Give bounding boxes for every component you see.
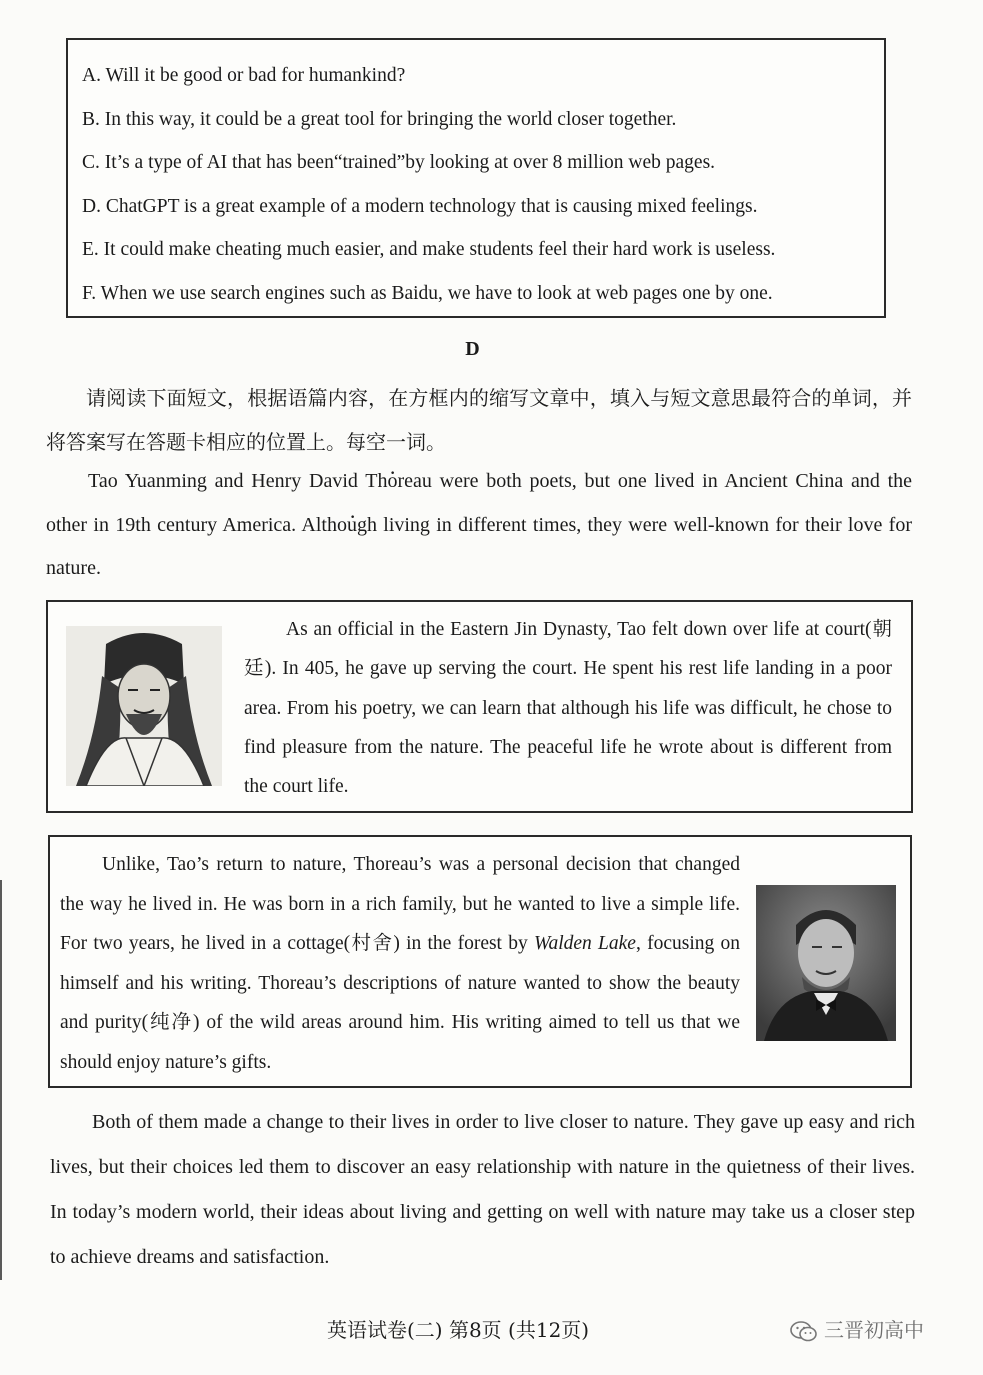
tao-summary-text: As an official in the Eastern Jin Dynasty, Tao felt down over life at court(朝廷). In 405, he gave up serving the court. He spent his rest life landing in a poor area. From his poetry, we can learn that although his life was difficult, he chose to find pleasure from the nature. The peaceful life he wrote about is different from the court life.: [244, 619, 892, 798]
instructions: [46, 376, 912, 464]
thoreau-portrait-image: [756, 885, 896, 1041]
wechat-icon: [790, 1321, 818, 1343]
tao-summary-box: [46, 600, 913, 813]
intro-paragraph: Tao Yuanming and Henry David Thoreau were both poets, but one lived in Ancient China and the other in 19th century America. Although living in different times, they were well-known for their love for nature.: [46, 470, 912, 579]
option-b: B. In this way, it could be a great tool for bringing the world closer together.: [82, 108, 677, 130]
option-d: D. ChatGPT is a great example of a modern technology that is causing mixed feelings.: [82, 195, 758, 217]
option-a: A. Will it be good or bad for humankind?: [82, 65, 406, 86]
thoreau-text-after: , focusing on himself and his writing. Thoreau’s descriptions of nature wanted to show the beauty and purity(纯净) of the wild areas around him. His writing aimed to tell us that we should enjoy nature’s gifts.: [60, 933, 740, 1073]
option-c: C. It’s a type of AI that has been“trained”by looking at over 8 million web pages.: [82, 152, 716, 174]
instructions-emphasis: 每空 • •: [346, 430, 386, 454]
thoreau-summary-box: [48, 835, 912, 1088]
thoreau-text-before: Unlike, Tao’s return to nature, Thoreau’s was a personal decision that changed the way he lived in. He was born in a rich family, but he wanted to live a simple life. For two years, he lived in a cottage(村舍) in the forest by: [60, 854, 740, 955]
instructions-tail: 一词。: [386, 430, 446, 454]
option-e: E. It could make cheating much easier, and make students feel their hard work is useless.: [82, 239, 776, 261]
scan-edge-mark: [0, 880, 2, 1280]
section-heading: D: [465, 338, 480, 360]
thoreau-summary-text: [60, 845, 740, 1083]
conclusion-paragraph: Both of them made a change to their lives in order to live closer to nature. They gave up easy and rich lives, but their choices led them to discover an easy relationship with nature in the quietness of their lives. In today’s modern world, their ideas about living and getting on well with nature may take us a closer step to achieve dreams and satisfaction.: [50, 1111, 915, 1268]
option-f: F. When we use search engines such as Baidu, we have to look at web pages one by one.: [82, 282, 773, 304]
instructions-main: 请阅读下面短文，根据语篇内容，在方框内的缩写文章中，填入与短文意思最符合的单词，并将答案写在答题卡相应的位置上。: [46, 386, 912, 454]
page-footer: 英语试卷(二) 第8页 (共12页): [327, 1318, 590, 1342]
walden-lake-term: Walden Lake: [534, 933, 636, 955]
tao-portrait-image: [66, 626, 222, 786]
watermark-text: 三晋初高中: [824, 1318, 924, 1342]
watermark: [790, 1314, 924, 1343]
options-box: [66, 38, 886, 318]
